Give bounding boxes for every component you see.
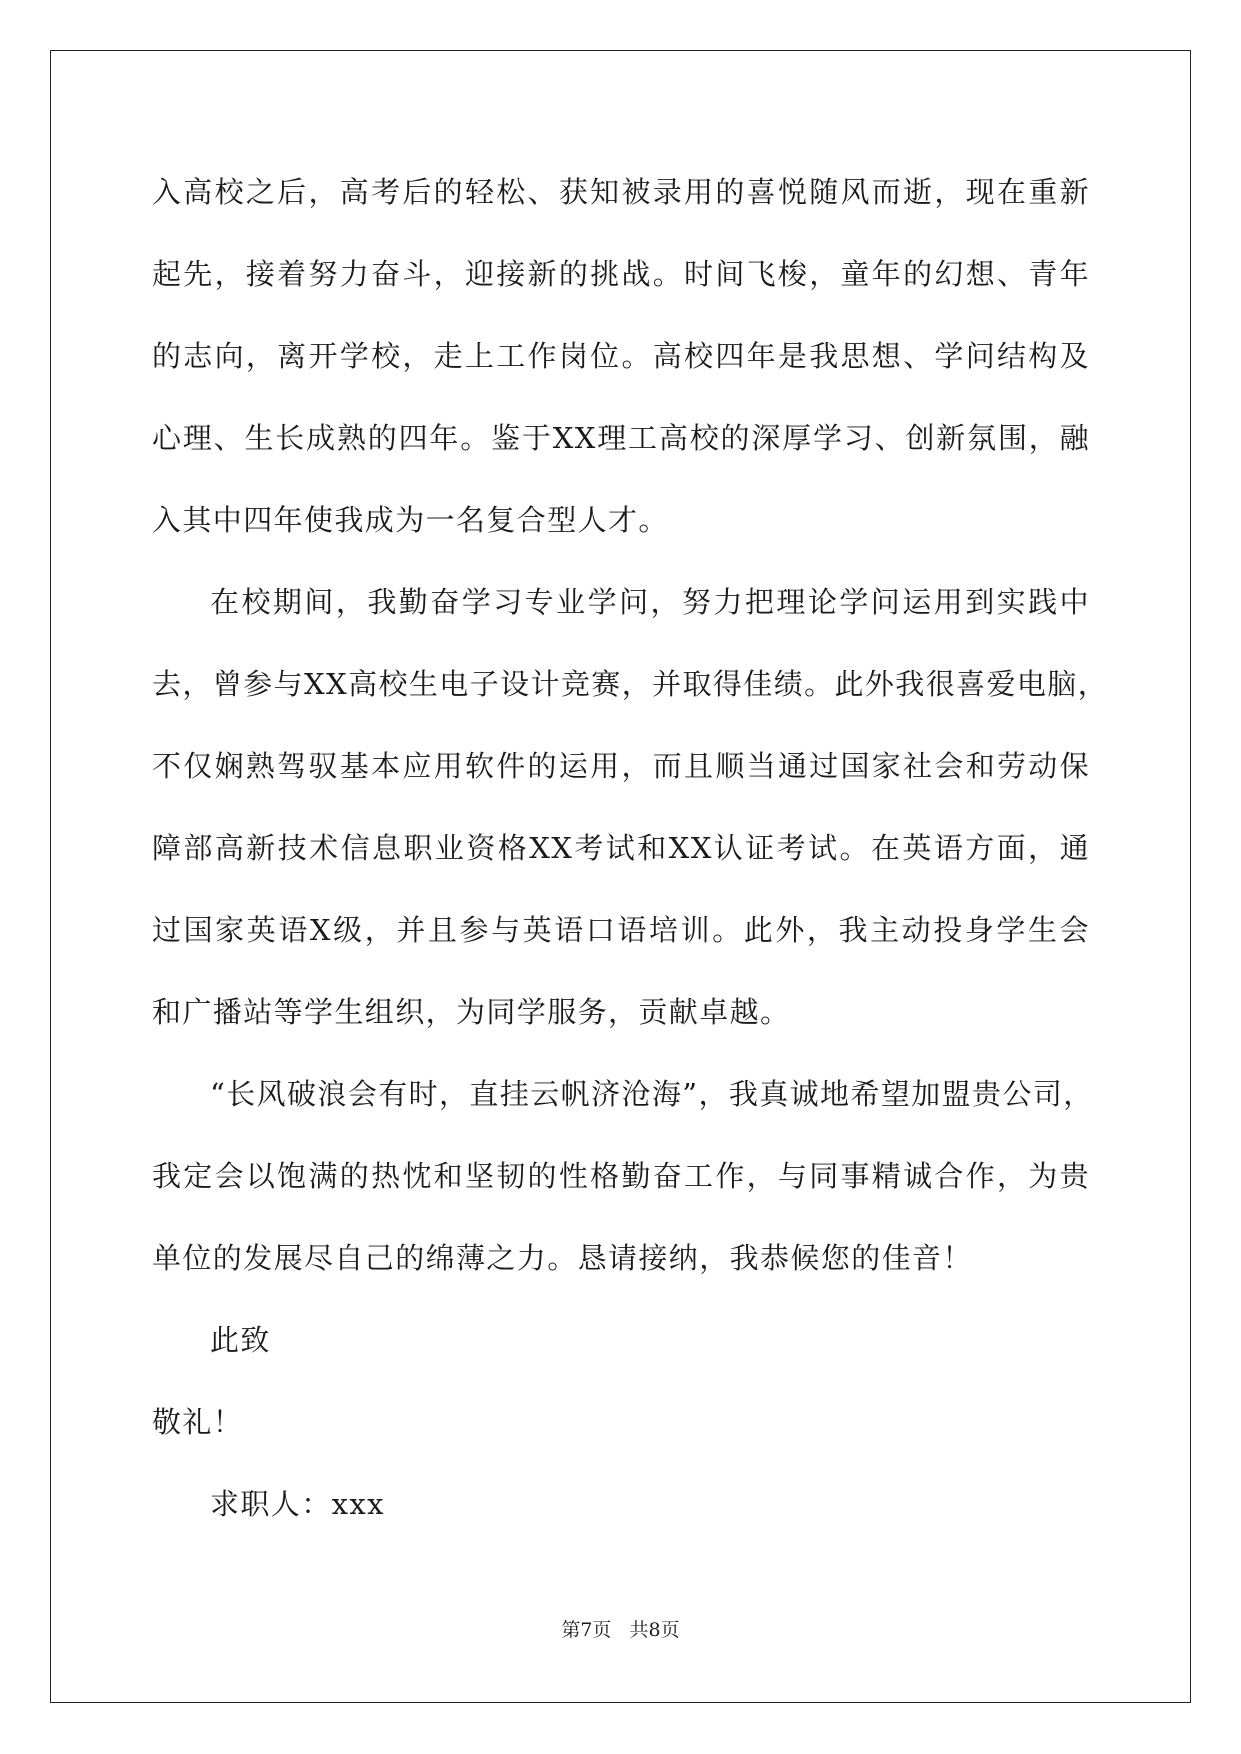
- page-number-footer: 第7页 共8页: [561, 1619, 680, 1641]
- signature-line: 求职人：xxx: [210, 1487, 385, 1521]
- closing-regards: 敬礼！: [152, 1405, 244, 1439]
- text-line: 入其中四年使我成为一名复合型人才。: [152, 503, 669, 537]
- closing-salutation: 此致: [210, 1323, 271, 1357]
- paragraph-start-line: “长风破浪会有时，直挂云帆济沧海”，我真诚地希望加盟贵公司，: [210, 1077, 1094, 1111]
- text-line: 入高校之后，高考后的轻松、获知被录用的喜悦随风而逝，现在重新: [152, 175, 1090, 209]
- letter-body: [152, 165, 1109, 1559]
- text-line: 我定会以饱满的热忱和坚韧的性格勤奋工作，与同事精诚合作，为贵: [152, 1159, 1090, 1193]
- text-line: 单位的发展尽自己的绵薄之力。恳请接纳，我恭候您的佳音！: [152, 1241, 973, 1275]
- text-line: 去，曾参与XX高校生电子设计竞赛，并取得佳绩。此外我很喜爱电脑，: [152, 667, 1109, 701]
- text-line: 的志向，离开学校，走上工作岗位。高校四年是我思想、学问结构及: [152, 339, 1090, 373]
- text-line: 起先，接着努力奋斗，迎接新的挑战。时间飞梭，童年的幻想、青年: [152, 257, 1090, 291]
- text-line: 和广播站等学生组织，为同学服务，贡献卓越。: [152, 995, 791, 1029]
- text-line: 过国家英语X级，并且参与英语口语培训。此外，我主动投身学生会: [152, 913, 1090, 947]
- text-line: 心理、生长成熟的四年。鉴于XX理工高校的深厚学习、创新氛围，融: [152, 421, 1090, 455]
- paragraph-start-line: 在校期间，我勤奋学习专业学问，努力把理论学问运用到实践中: [210, 585, 1090, 619]
- text-line: 不仅娴熟驾驭基本应用软件的运用，而且顺当通过国家社会和劳动保: [152, 749, 1090, 783]
- text-line: 障部高新技术信息职业资格XX考试和XX认证考试。在英语方面，通: [152, 831, 1090, 865]
